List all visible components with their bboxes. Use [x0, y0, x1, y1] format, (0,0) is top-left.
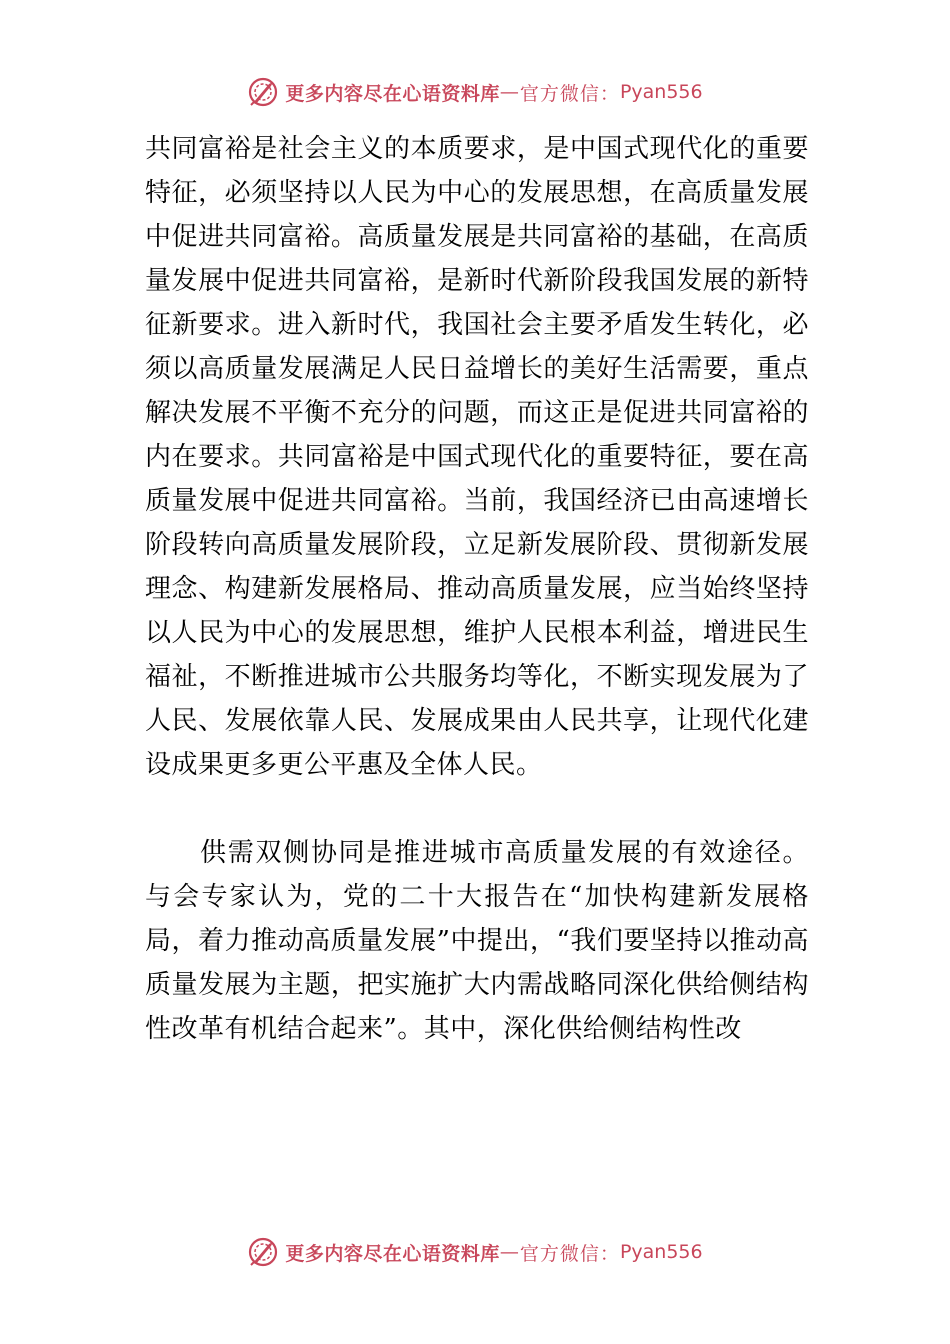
document-body — [145, 127, 809, 1051]
watermark-text: 更多内容尽在心语资料库 — [285, 1242, 500, 1265]
wechat-id: Pyan556 — [619, 1241, 703, 1263]
footer-watermark — [0, 1232, 950, 1272]
quill-seal-logo-icon — [247, 1236, 279, 1268]
wechat-label: 官方微信： — [519, 1242, 620, 1265]
wechat-id: Pyan556 — [619, 81, 703, 103]
watermark-text: 更多内容尽在心语资料库 — [285, 82, 500, 105]
watermark-separator: — — [499, 1241, 520, 1263]
header-watermark — [0, 72, 950, 112]
wechat-label: 官方微信： — [519, 82, 620, 105]
quill-seal-logo-icon — [247, 76, 279, 108]
paragraph-2: 供需双侧协同是推进城市高质量发展的有效途径。与会专家认为，党的二十大报告在“加快构建新发展格局，着力推动高质量发展”中提出，“我们要坚持以推动高质量发展为主题，把实施扩大内需战略同深化供给侧结构性改革有机结合起来”。其中，深化供给侧结构性改 — [145, 838, 809, 1044]
paragraph-1: 共同富裕是社会主义的本质要求，是中国式现代化的重要特征，必须坚持以人民为中心的发展思想，在高质量发展中促进共同富裕。高质量发展是共同富裕的基础，在高质量发展中促进共同富裕，是新时代新阶段我国发展的新特征新要求。进入新时代，我国社会主要矛盾发生转化，必须以高质量发展满足人民日益增长的美好生活需要，重点解决发展不平衡不充分的问题，而这正是促进共同富裕的内在要求。共同富裕是中国式现代化的重要特征，要在高质量发展中促进共同富裕。当前，我国经济已由高速增长阶段转向高质量发展阶段，立足新发展阶段、贯彻新发展理念、构建新发展格局、推动高质量发展，应当始终坚持以人民为中心的发展思想，维护人民根本利益，增进民生福祉，不断推进城市公共服务均等化，不断实现发展为了人民、发展依靠人民、发展成果由人民共享，让现代化建设成果更多更公平惠及全体人民。 — [145, 134, 809, 780]
watermark-separator: — — [499, 81, 520, 103]
